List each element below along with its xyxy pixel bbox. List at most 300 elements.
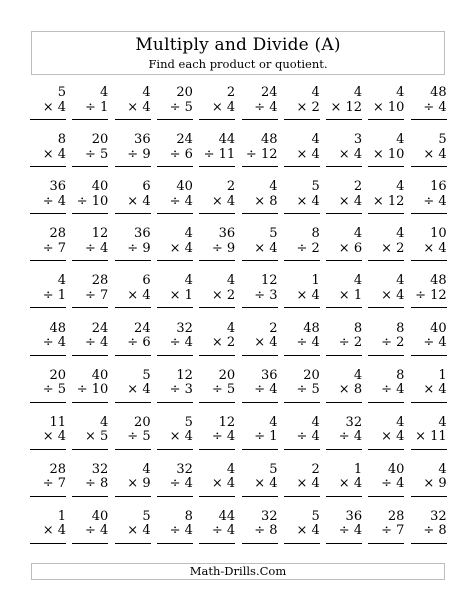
problem-top-number: 16 xyxy=(430,179,447,195)
answer-line xyxy=(368,449,404,450)
answer-line xyxy=(284,213,320,214)
problem-operator-number: ÷ 12 xyxy=(415,287,447,303)
problem-top-number: 2 xyxy=(353,179,363,195)
problem-top-number: 4 xyxy=(142,85,151,100)
answer-line xyxy=(199,213,235,214)
problem-operator-number: ÷ 1 xyxy=(254,429,278,445)
problem-top-number: 4 xyxy=(184,273,193,289)
problem-item xyxy=(30,369,66,409)
problem-item xyxy=(30,274,66,314)
answer-line xyxy=(326,402,362,403)
problem-item xyxy=(242,322,278,362)
problem-item xyxy=(242,180,278,220)
problem-item xyxy=(115,133,151,173)
problem-item xyxy=(30,180,66,220)
problem-operator-number: × 4 xyxy=(169,240,193,256)
answer-line xyxy=(115,119,151,120)
problem-item xyxy=(72,463,108,503)
problem-operator-number: × 12 xyxy=(330,99,363,115)
problem-item xyxy=(30,227,66,267)
answer-line xyxy=(115,355,151,356)
problem-operator-number: ÷ 2 xyxy=(296,240,320,256)
answer-line xyxy=(411,449,447,450)
problem-item xyxy=(242,369,278,409)
answer-line xyxy=(115,307,151,308)
answer-line xyxy=(72,260,108,261)
problem-operator-number: ÷ 4 xyxy=(296,335,320,350)
problem-item xyxy=(326,180,362,220)
problem-item xyxy=(368,416,404,456)
problem-operator-number: × 4 xyxy=(338,476,363,492)
problem-top-number: 4 xyxy=(311,132,320,148)
problem-operator-number: × 4 xyxy=(42,523,66,539)
answer-line xyxy=(242,496,278,497)
problem-operator-number: ÷ 4 xyxy=(423,99,447,115)
answer-line xyxy=(284,449,320,450)
problem-operator-number: × 2 xyxy=(296,99,320,115)
problem-top-number: 2 xyxy=(311,461,320,477)
problem-top-number: 44 xyxy=(218,132,236,148)
answer-line xyxy=(157,213,193,214)
problem-top-number: 32 xyxy=(91,461,109,477)
answer-line xyxy=(72,307,108,308)
problem-operator-number: × 4 xyxy=(296,476,320,492)
problem-item xyxy=(242,416,278,456)
answer-line xyxy=(115,496,151,497)
problem-item xyxy=(199,274,235,314)
problem-operator-number: × 4 xyxy=(381,287,405,303)
answer-line xyxy=(72,449,108,450)
answer-line xyxy=(411,496,447,497)
answer-line xyxy=(326,355,362,356)
answer-line xyxy=(242,355,278,356)
problem-item xyxy=(72,510,108,550)
problem-top-number: 36 xyxy=(134,226,151,242)
problem-top-number: 20 xyxy=(176,85,193,100)
problem-operator-number: × 4 xyxy=(42,429,66,445)
problem-top-number: 20 xyxy=(91,132,109,148)
answer-line xyxy=(199,543,235,544)
problem-item xyxy=(284,416,320,456)
problem-operator-number: × 4 xyxy=(42,99,66,115)
problem-operator-number: × 4 xyxy=(211,476,236,492)
problem-operator-number: ÷ 7 xyxy=(42,240,66,256)
problem-item xyxy=(242,133,278,173)
answer-line xyxy=(30,307,66,308)
problem-operator-number: × 4 xyxy=(211,193,236,209)
problem-item xyxy=(115,510,151,550)
problem-item xyxy=(115,416,151,456)
answer-line xyxy=(284,496,320,497)
problem-top-number: 4 xyxy=(100,85,109,100)
problem-operator-number: × 4 xyxy=(296,193,320,209)
problem-operator-number: × 4 xyxy=(423,382,447,398)
problem-operator-number: × 10 xyxy=(372,99,405,115)
problem-item xyxy=(115,86,151,126)
problem-top-number: 6 xyxy=(142,179,151,195)
problem-operator-number: ÷ 4 xyxy=(423,193,447,209)
problem-operator-number: ÷ 6 xyxy=(127,335,151,350)
problem-top-number: 48 xyxy=(430,85,447,100)
answer-line xyxy=(411,119,447,120)
problem-top-number: 3 xyxy=(353,132,363,148)
problem-item xyxy=(72,322,108,362)
answer-line xyxy=(284,260,320,261)
answer-line xyxy=(326,166,362,167)
problem-operator-number: × 4 xyxy=(296,146,320,162)
answer-line xyxy=(30,213,66,214)
problem-item xyxy=(72,227,108,267)
answer-line xyxy=(284,166,320,167)
answer-line xyxy=(242,307,278,308)
problem-top-number: 8 xyxy=(184,508,193,524)
problem-item xyxy=(368,180,404,220)
answer-line xyxy=(411,402,447,403)
problem-operator-number: × 2 xyxy=(211,287,236,303)
answer-line xyxy=(115,213,151,214)
answer-line xyxy=(72,355,108,356)
problem-top-number: 5 xyxy=(311,179,320,195)
answer-line xyxy=(284,307,320,308)
problem-top-number: 5 xyxy=(269,226,278,242)
problem-top-number: 4 xyxy=(57,273,66,289)
problem-operator-number: ÷ 4 xyxy=(254,99,278,115)
problem-top-number: 5 xyxy=(142,367,151,383)
problem-top-number: 4 xyxy=(353,226,363,242)
answer-line xyxy=(199,355,235,356)
answer-line xyxy=(157,260,193,261)
problem-item xyxy=(284,510,320,550)
problem-operator-number: × 4 xyxy=(127,193,151,209)
problem-operator-number: ÷ 4 xyxy=(42,335,66,350)
problem-top-number: 8 xyxy=(311,226,320,242)
problem-top-number: 32 xyxy=(176,461,193,477)
problem-top-number: 24 xyxy=(91,320,109,336)
problem-top-number: 32 xyxy=(345,414,363,430)
answer-line xyxy=(242,543,278,544)
problem-top-number: 10 xyxy=(430,226,447,242)
problem-operator-number: ÷ 5 xyxy=(42,382,66,398)
problem-item xyxy=(157,369,193,409)
answer-line xyxy=(115,449,151,450)
problem-operator-number: × 4 xyxy=(127,523,151,539)
problem-item xyxy=(411,227,447,267)
problem-top-number: 44 xyxy=(218,508,236,524)
worksheet-footer: Math-Drills.Com xyxy=(31,563,445,580)
problem-item xyxy=(115,274,151,314)
answer-line xyxy=(157,307,193,308)
problem-operator-number: × 11 xyxy=(415,429,447,445)
answer-line xyxy=(284,543,320,544)
answer-line xyxy=(368,543,404,544)
problem-operator-number: × 10 xyxy=(372,146,405,162)
answer-line xyxy=(411,543,447,544)
problem-top-number: 4 xyxy=(226,320,236,336)
problem-top-number: 1 xyxy=(57,508,66,524)
problem-top-number: 24 xyxy=(176,132,193,148)
problem-item xyxy=(115,227,151,267)
answer-line xyxy=(326,119,362,120)
answer-line xyxy=(157,402,193,403)
answer-line xyxy=(368,260,404,261)
problem-operator-number: ÷ 8 xyxy=(85,476,109,492)
problem-top-number: 1 xyxy=(353,461,363,477)
problem-top-number: 28 xyxy=(91,273,109,289)
problem-operator-number: ÷ 4 xyxy=(423,335,447,350)
problem-top-number: 28 xyxy=(49,226,66,242)
problem-item xyxy=(199,86,235,126)
problem-item xyxy=(368,463,404,503)
problem-top-number: 36 xyxy=(134,132,151,148)
answer-line xyxy=(30,260,66,261)
problem-operator-number: ÷ 4 xyxy=(296,429,320,445)
problem-item xyxy=(199,133,235,173)
answer-line xyxy=(242,402,278,403)
problem-operator-number: × 4 xyxy=(296,523,320,539)
problem-item xyxy=(199,180,235,220)
problem-item xyxy=(199,322,235,362)
answer-line xyxy=(30,402,66,403)
problem-operator-number: ÷ 10 xyxy=(76,382,109,398)
problem-operator-number: × 4 xyxy=(42,146,66,162)
problem-top-number: 4 xyxy=(226,461,236,477)
problem-top-number: 20 xyxy=(134,414,151,430)
problem-top-number: 4 xyxy=(353,367,363,383)
problem-top-number: 24 xyxy=(260,85,278,100)
problem-item xyxy=(157,510,193,550)
answer-line xyxy=(115,543,151,544)
problem-item xyxy=(411,463,447,503)
problem-item xyxy=(157,180,193,220)
answer-line xyxy=(368,119,404,120)
problem-top-number: 24 xyxy=(134,320,151,336)
problem-item xyxy=(242,510,278,550)
problem-item xyxy=(326,510,362,550)
answer-line xyxy=(368,166,404,167)
problem-item xyxy=(72,416,108,456)
problem-operator-number: × 2 xyxy=(381,240,405,256)
problem-operator-number: ÷ 9 xyxy=(127,240,151,256)
problem-item xyxy=(199,369,235,409)
problem-operator-number: ÷ 4 xyxy=(169,523,193,539)
worksheet-instructions: Find each product or quotient. xyxy=(148,57,328,71)
problem-top-number: 4 xyxy=(184,226,193,242)
problem-operator-number: ÷ 10 xyxy=(76,193,109,209)
answer-line xyxy=(72,496,108,497)
problem-operator-number: ÷ 9 xyxy=(211,240,236,256)
answer-line xyxy=(157,543,193,544)
problem-top-number: 28 xyxy=(49,461,66,477)
worksheet-header xyxy=(31,31,445,75)
problem-top-number: 5 xyxy=(184,414,193,430)
answer-line xyxy=(199,119,235,120)
answer-line xyxy=(115,402,151,403)
problem-item xyxy=(115,369,151,409)
problem-item xyxy=(326,322,362,362)
problem-item xyxy=(326,227,362,267)
answer-line xyxy=(368,213,404,214)
problem-operator-number: ÷ 4 xyxy=(85,523,109,539)
problem-top-number: 4 xyxy=(353,273,363,289)
answer-line xyxy=(284,119,320,120)
problem-item xyxy=(30,133,66,173)
problem-operator-number: × 4 xyxy=(254,476,278,492)
problem-operator-number: ÷ 5 xyxy=(211,382,236,398)
problem-top-number: 4 xyxy=(353,85,363,100)
answer-line xyxy=(157,119,193,120)
problem-operator-number: ÷ 4 xyxy=(85,335,109,350)
problem-item xyxy=(30,463,66,503)
problem-top-number: 1 xyxy=(311,273,320,289)
answer-line xyxy=(326,307,362,308)
problem-top-number: 5 xyxy=(438,132,447,148)
problem-item xyxy=(199,227,235,267)
answer-line xyxy=(199,260,235,261)
problem-operator-number: × 4 xyxy=(338,146,363,162)
problem-operator-number: × 9 xyxy=(423,476,447,492)
problem-item xyxy=(411,180,447,220)
problem-top-number: 6 xyxy=(142,273,151,289)
problem-item xyxy=(72,369,108,409)
problem-top-number: 40 xyxy=(387,461,405,477)
problem-operator-number: × 4 xyxy=(254,335,278,350)
problem-top-number: 2 xyxy=(226,179,236,195)
problem-item xyxy=(368,510,404,550)
problem-item xyxy=(157,416,193,456)
problem-top-number: 8 xyxy=(353,320,363,336)
problem-item xyxy=(115,180,151,220)
problem-operator-number: × 4 xyxy=(296,287,320,303)
problem-operator-number: ÷ 5 xyxy=(296,382,320,398)
problem-item xyxy=(284,133,320,173)
problem-operator-number: ÷ 4 xyxy=(42,193,66,209)
problem-operator-number: × 5 xyxy=(85,429,109,445)
problem-item xyxy=(284,274,320,314)
answer-line xyxy=(368,355,404,356)
answer-line xyxy=(411,307,447,308)
problem-operator-number: ÷ 7 xyxy=(85,287,109,303)
problem-operator-number: ÷ 4 xyxy=(169,335,193,350)
answer-line xyxy=(326,260,362,261)
problem-top-number: 48 xyxy=(303,320,320,336)
problem-top-number: 32 xyxy=(430,508,447,524)
problem-top-number: 4 xyxy=(311,85,320,100)
answer-line xyxy=(411,166,447,167)
problem-top-number: 36 xyxy=(345,508,363,524)
problem-item xyxy=(199,510,235,550)
problem-operator-number: ÷ 3 xyxy=(169,382,193,398)
problem-top-number: 48 xyxy=(49,320,66,336)
problem-top-number: 4 xyxy=(396,85,405,100)
answer-line xyxy=(72,166,108,167)
answer-line xyxy=(411,260,447,261)
problem-item xyxy=(72,180,108,220)
problem-operator-number: ÷ 8 xyxy=(423,523,447,539)
answer-line xyxy=(30,119,66,120)
problem-item xyxy=(115,322,151,362)
problem-item xyxy=(115,463,151,503)
answer-line xyxy=(157,166,193,167)
problem-item xyxy=(368,86,404,126)
problem-item xyxy=(326,463,362,503)
answer-line xyxy=(30,543,66,544)
answer-line xyxy=(199,496,235,497)
problem-top-number: 11 xyxy=(49,414,66,430)
problem-operator-number: × 8 xyxy=(254,193,278,209)
problem-top-number: 12 xyxy=(176,367,193,383)
problem-operator-number: × 4 xyxy=(127,382,151,398)
answer-line xyxy=(30,496,66,497)
problem-operator-number: ÷ 7 xyxy=(42,476,66,492)
problem-operator-number: ÷ 4 xyxy=(85,240,109,256)
problem-item xyxy=(284,322,320,362)
answer-line xyxy=(242,449,278,450)
answer-line xyxy=(157,449,193,450)
problem-top-number: 8 xyxy=(396,367,405,383)
problem-top-number: 4 xyxy=(438,414,447,430)
problem-item xyxy=(30,416,66,456)
problem-item xyxy=(72,274,108,314)
problem-top-number: 8 xyxy=(57,132,66,148)
problem-top-number: 12 xyxy=(218,414,236,430)
problem-top-number: 20 xyxy=(218,367,236,383)
answer-line xyxy=(368,307,404,308)
problem-item xyxy=(284,86,320,126)
answer-line xyxy=(157,496,193,497)
problem-top-number: 20 xyxy=(303,367,320,383)
problem-operator-number: ÷ 2 xyxy=(338,335,363,350)
answer-line xyxy=(368,402,404,403)
problem-item xyxy=(242,463,278,503)
problem-item xyxy=(368,274,404,314)
problem-operator-number: × 4 xyxy=(381,429,405,445)
answer-line xyxy=(115,260,151,261)
problem-operator-number: ÷ 7 xyxy=(381,523,405,539)
answer-line xyxy=(199,402,235,403)
problem-operator-number: × 4 xyxy=(211,99,236,115)
problem-top-number: 4 xyxy=(226,273,236,289)
problem-operator-number: ÷ 5 xyxy=(169,99,193,115)
problem-item xyxy=(242,86,278,126)
problem-item xyxy=(411,510,447,550)
problem-operator-number: ÷ 4 xyxy=(338,523,363,539)
problem-operator-number: ÷ 4 xyxy=(211,429,236,445)
problem-item xyxy=(30,322,66,362)
problem-operator-number: ÷ 2 xyxy=(381,335,405,350)
problem-item xyxy=(30,86,66,126)
problem-operator-number: ÷ 4 xyxy=(169,476,193,492)
problem-operator-number: ÷ 4 xyxy=(381,476,405,492)
problem-item xyxy=(411,369,447,409)
problem-item xyxy=(411,86,447,126)
problem-top-number: 1 xyxy=(438,367,447,383)
problem-item xyxy=(242,274,278,314)
problem-item xyxy=(411,274,447,314)
problem-item xyxy=(368,227,404,267)
problem-operator-number: ÷ 4 xyxy=(338,429,363,445)
problem-operator-number: × 1 xyxy=(169,287,193,303)
answer-line xyxy=(157,355,193,356)
problem-item xyxy=(284,463,320,503)
problem-top-number: 20 xyxy=(49,367,66,383)
problem-top-number: 4 xyxy=(396,273,405,289)
problem-operator-number: ÷ 8 xyxy=(254,523,278,539)
problem-item xyxy=(326,416,362,456)
problem-operator-number: × 4 xyxy=(254,240,278,256)
answer-line xyxy=(30,355,66,356)
answer-line xyxy=(199,307,235,308)
answer-line xyxy=(30,449,66,450)
